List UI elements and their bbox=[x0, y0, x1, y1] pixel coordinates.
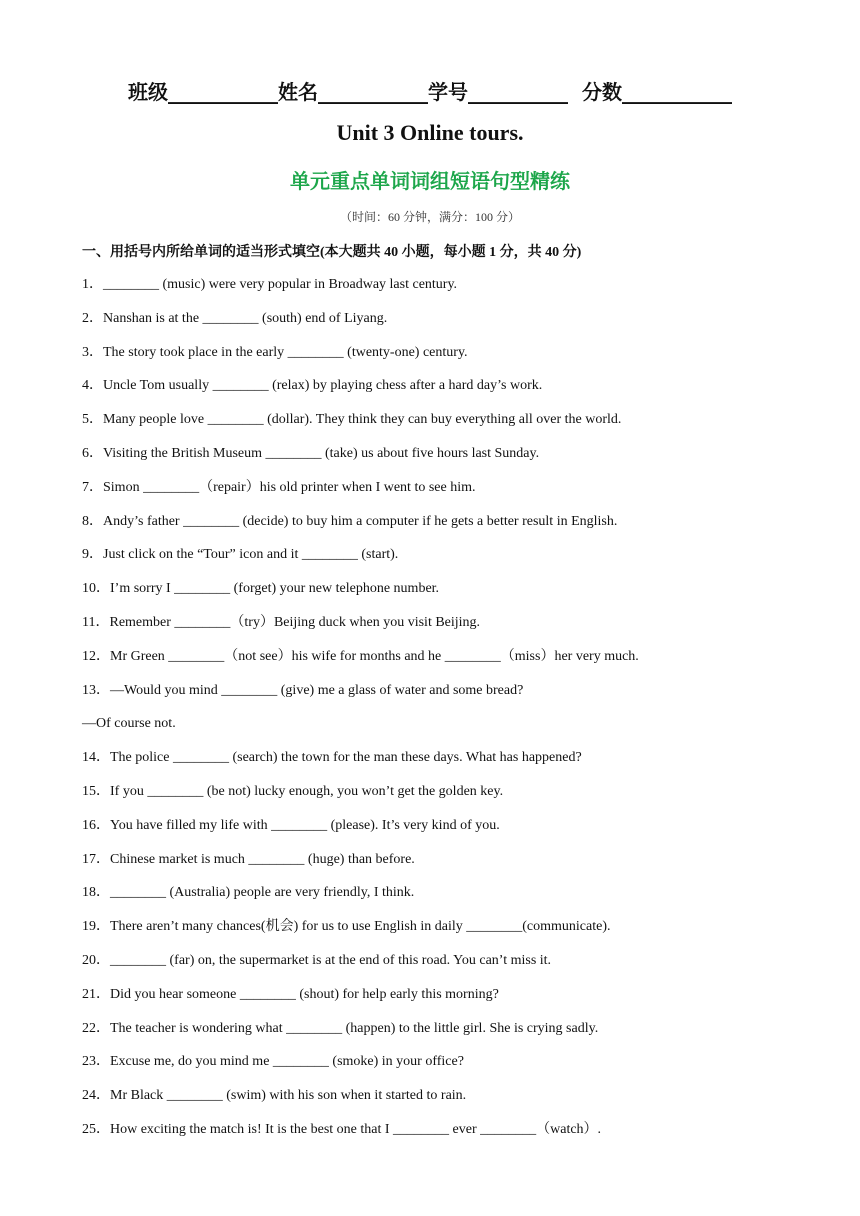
question-item: 20．________ (far) on, the supermarket is at the end of this road. You can’t miss it. bbox=[82, 952, 552, 968]
question-item: 14．The police ________ (search) the town for the man these days. What has happened? bbox=[82, 750, 582, 766]
question-item: 18．________ (Australia) people are very friendly, I think. bbox=[82, 885, 415, 901]
class-label: 班级 bbox=[128, 80, 169, 104]
section-1-title: 一、用括号内所给单词的适当形式填空(本大题共 40 小题，每小题 1 分，共 40 分) bbox=[82, 245, 582, 260]
question-item: 13．—Would you mind ________ (give) me a glass of water and some bread? bbox=[82, 682, 524, 698]
question-item: 19．There aren’t many chances(机会) for us to use English in daily ________(communicate). bbox=[82, 919, 611, 935]
question-item: 3．The story took place in the early ________ (twenty-one) century. bbox=[82, 344, 468, 360]
student-number-blank[interactable]: __________ bbox=[468, 80, 569, 104]
time-score-note: （时间：60 分钟，满分：100 分） bbox=[339, 210, 520, 224]
name-field bbox=[278, 76, 428, 105]
question-item: 11．Remember ________（try）Beijing duck when you visit Beijing. bbox=[82, 614, 481, 630]
question-item: 7．Simon ________（repair）his old printer when I went to see him. bbox=[82, 479, 476, 495]
question-item: 24．Mr Black ________ (swim) with his son when it started to rain. bbox=[82, 1088, 467, 1104]
question-item: 15．If you ________ (be not) lucky enough, you won’t get the golden key. bbox=[82, 783, 504, 799]
question-item: 23．Excuse me, do you mind me ________ (smoke) in your office? bbox=[82, 1054, 464, 1070]
class-blank[interactable]: ___________ bbox=[168, 80, 279, 104]
unit-title: Unit 3 Online tours. bbox=[336, 120, 524, 145]
question-item: 25．How exciting the match is! It is the best one that I ________ ever ________（watch）. bbox=[82, 1121, 602, 1137]
question-item: 9．Just click on the “Tour” icon and it ________ (start). bbox=[82, 547, 399, 563]
worksheet-subtitle: 单元重点单词词组短语句型精练 bbox=[290, 169, 570, 193]
question-item: 4．Uncle Tom usually ________ (relax) by playing chess after a hard day’s work. bbox=[82, 378, 543, 394]
question-item: 22．The teacher is wondering what ________ (happen) to the little girl. She is crying sadly. bbox=[82, 1020, 599, 1036]
student-number-label: 学号 bbox=[428, 80, 469, 104]
name-label: 姓名 bbox=[278, 80, 319, 104]
question-item: 10．I’m sorry I ________ (forget) your new telephone number. bbox=[82, 581, 440, 597]
score-blank[interactable]: ___________ bbox=[621, 80, 732, 104]
question-item: 21．Did you hear someone ________ (shout) for help early this morning? bbox=[82, 986, 499, 1002]
question-item: 16．You have filled my life with ________ (please). It’s very kind of you. bbox=[82, 817, 500, 833]
question-item: 5．Many people love ________ (dollar). They think they can buy everything all over the world. bbox=[82, 412, 622, 428]
name-blank[interactable]: ___________ bbox=[318, 80, 429, 104]
question-item: 1．________ (music) were very popular in Broadway last century. bbox=[82, 277, 458, 292]
question-list bbox=[82, 275, 802, 1154]
question-item: 8．Andy’s father ________ (decide) to buy him a computer if he gets a better result in English. bbox=[82, 513, 618, 529]
question-item: 12．Mr Green ________（not see）his wife for months and he ________（miss）her very much. bbox=[82, 648, 639, 664]
question-item: —Of course not. bbox=[82, 716, 176, 732]
class-field bbox=[128, 76, 278, 105]
student-number-field bbox=[428, 76, 568, 105]
score-field bbox=[582, 76, 732, 105]
question-item: 6．Visiting the British Museum ________ (take) us about five hours last Sunday. bbox=[82, 445, 540, 461]
question-item: 17．Chinese market is much ________ (huge) than before. bbox=[82, 851, 415, 867]
question-item: 2．Nanshan is at the ________ (south) end of Liyang. bbox=[82, 310, 388, 326]
score-label: 分数 bbox=[581, 80, 622, 104]
student-info-line bbox=[0, 76, 860, 105]
